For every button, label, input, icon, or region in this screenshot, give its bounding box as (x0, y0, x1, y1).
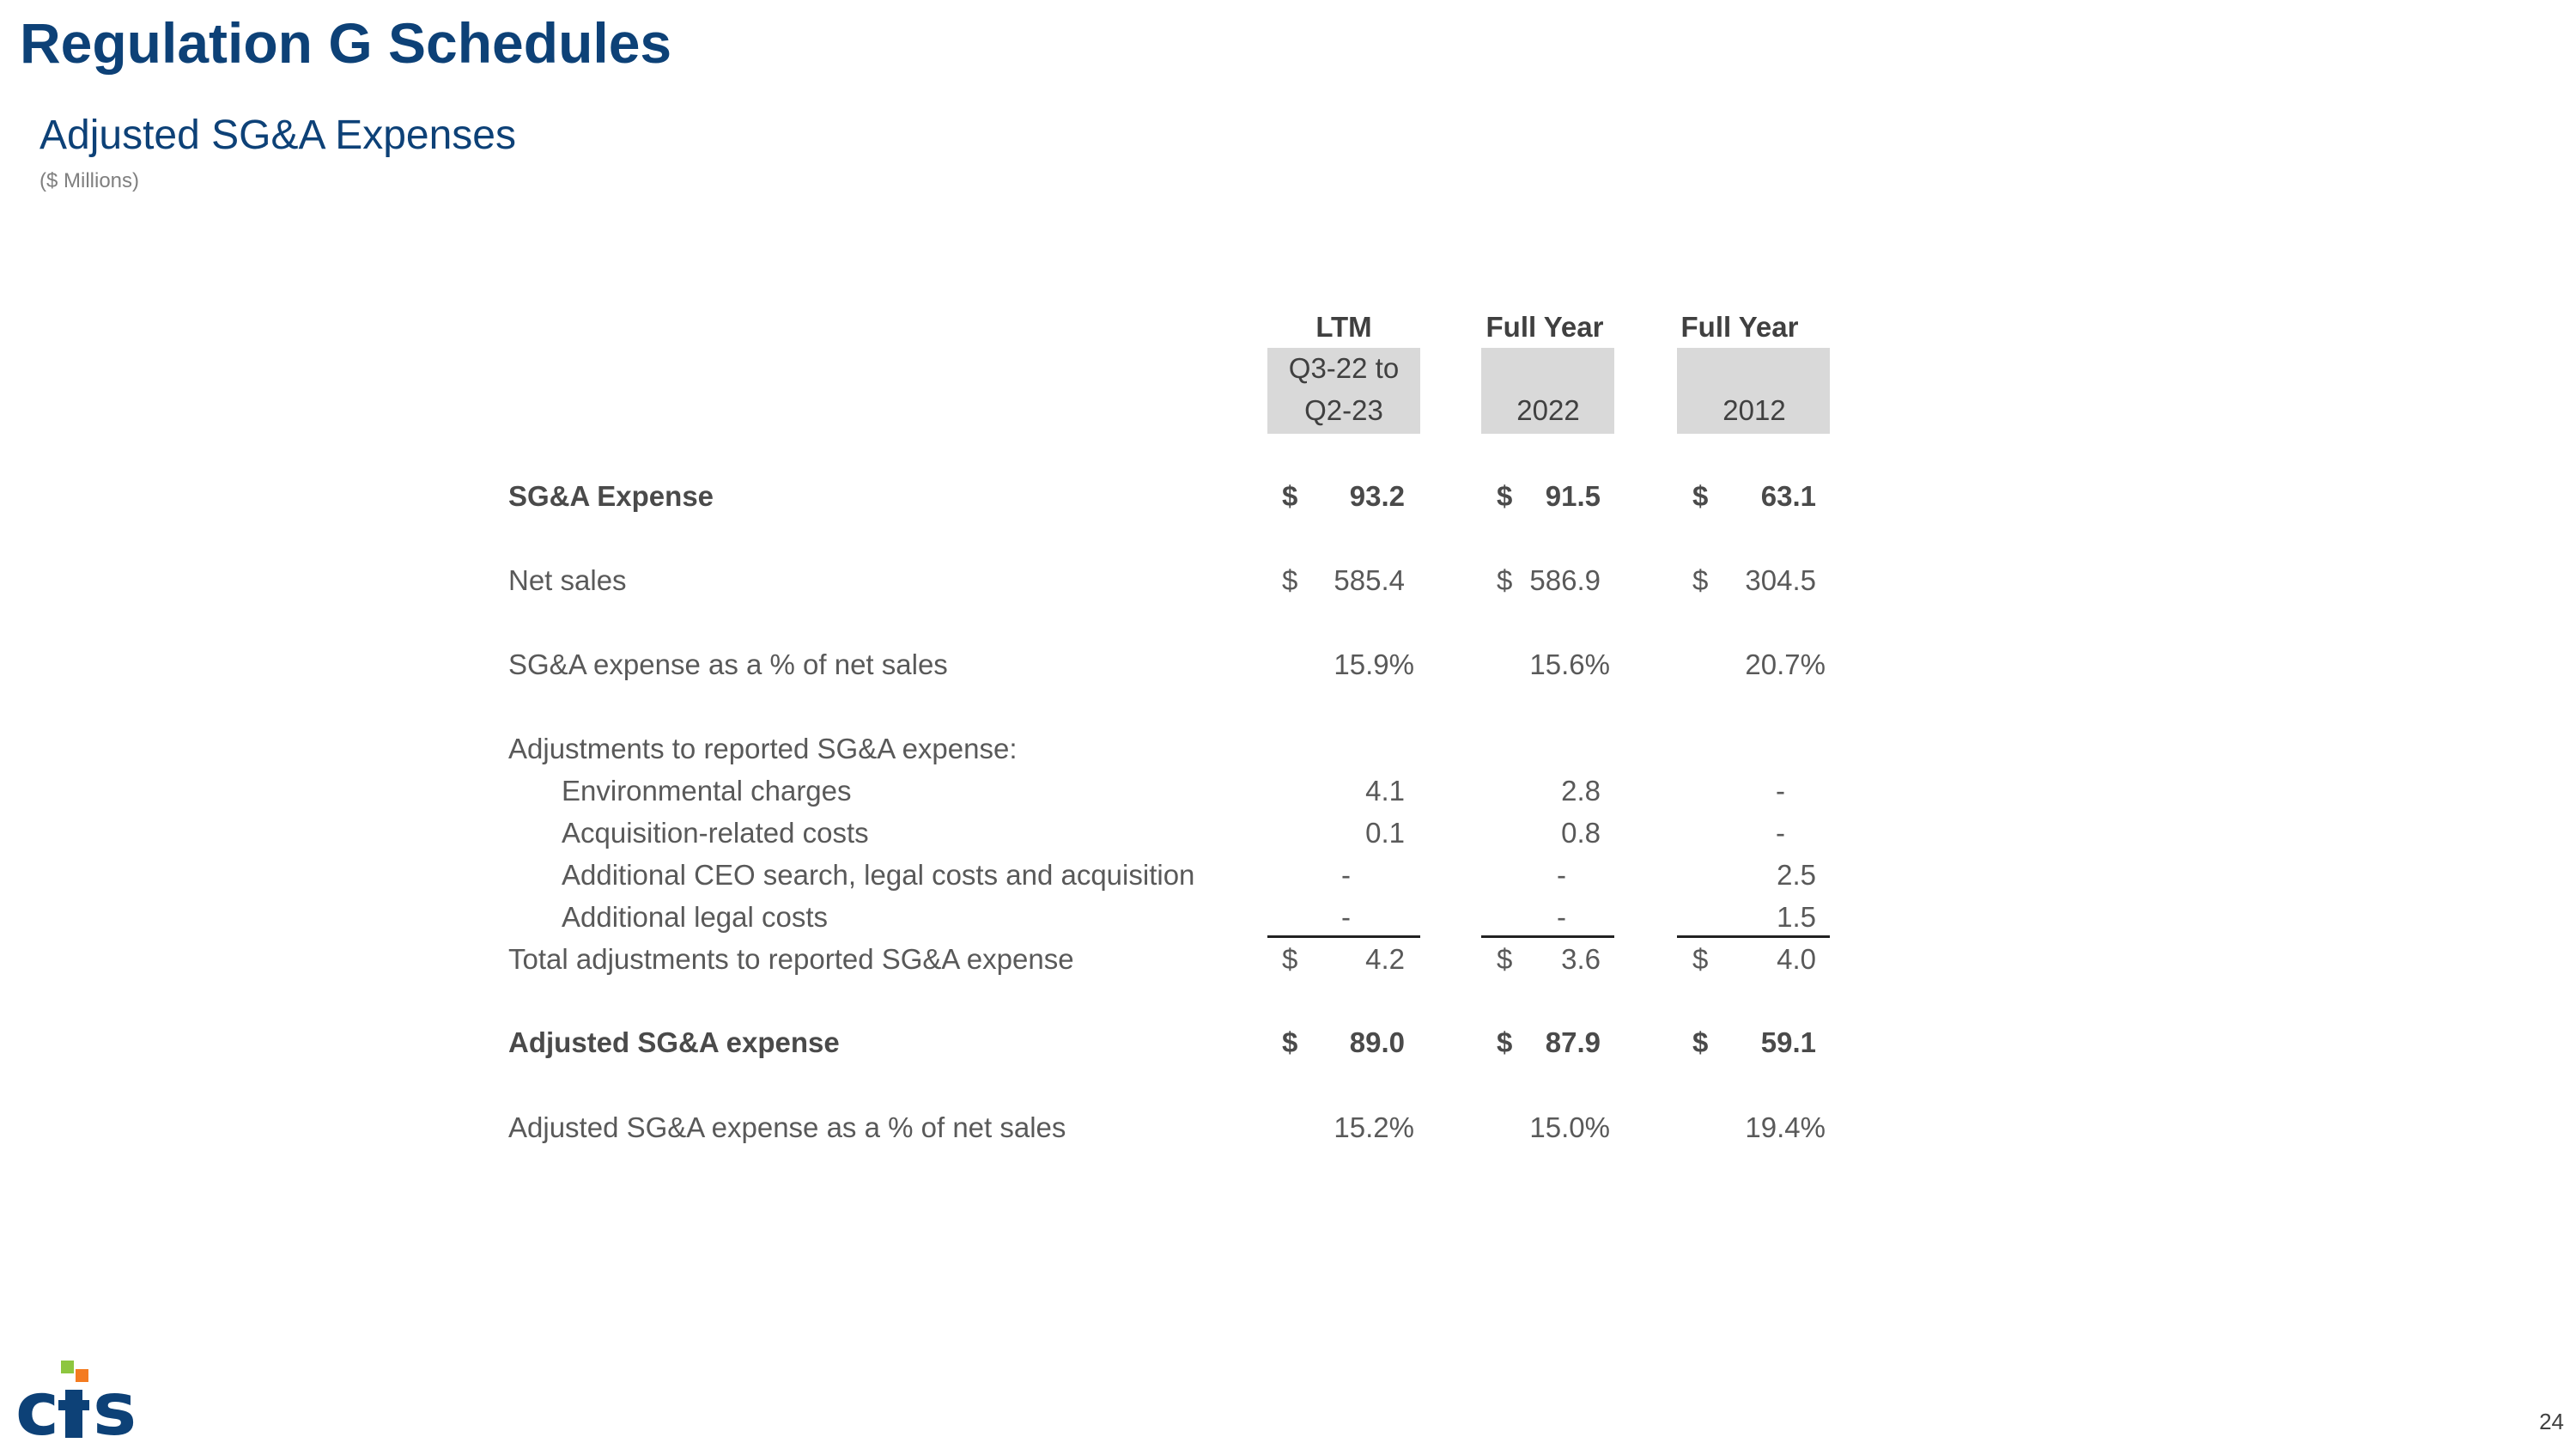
table-row-sga-expense (0, 475, 2576, 518)
row-label: Total adjustments to reported SG&A expense (508, 943, 1074, 975)
cell-fy2022: 2.8 (1561, 775, 1601, 807)
column-header-fy2012: Full Year (1680, 311, 1799, 343)
cell-fy2012: - (1776, 775, 1785, 807)
row-label: Adjustments to reported SG&A expense: (508, 733, 1018, 764)
currency-symbol: $ (1692, 480, 1709, 512)
cell-fy2012: 4.0 (1777, 943, 1816, 975)
table-row-ceo-search (0, 854, 2576, 897)
cell-fy2012: 2.5 (1777, 859, 1816, 891)
currency-symbol: $ (1497, 943, 1513, 975)
cell-fy2012: 63.1 (1760, 480, 1816, 512)
row-label: SG&A expense as a % of net sales (508, 648, 948, 680)
cell-ltm: - (1341, 901, 1351, 933)
cell-fy2012: 20.7% (1745, 648, 1826, 680)
cell-ltm: 0.1 (1365, 817, 1405, 849)
row-label: Additional CEO search, legal costs and acquisition (562, 859, 1195, 891)
table-row-total-adjustments (0, 938, 2576, 981)
cell-ltm: 89.0 (1349, 1026, 1405, 1058)
currency-symbol: $ (1692, 564, 1709, 596)
cell-fy2012: 59.1 (1760, 1026, 1816, 1058)
table-row-acquisition (0, 812, 2576, 855)
currency-symbol: $ (1497, 1026, 1513, 1058)
units-note: ($ Millions) (39, 169, 140, 192)
cell-ltm: 4.2 (1365, 943, 1405, 975)
row-label: Acquisition-related costs (562, 817, 869, 849)
cell-fy2022: 15.6% (1529, 648, 1610, 680)
cell-fy2012: 304.5 (1745, 564, 1816, 596)
cell-fy2012: - (1776, 817, 1785, 849)
currency-symbol: $ (1497, 480, 1513, 512)
cell-fy2022: 15.0% (1529, 1111, 1610, 1143)
table-row-legal-costs (0, 896, 2576, 939)
cell-fy2022: 91.5 (1545, 480, 1601, 512)
currency-symbol: $ (1282, 943, 1298, 975)
currency-symbol: $ (1282, 1026, 1298, 1058)
currency-symbol: $ (1282, 564, 1298, 596)
cell-ltm: 93.2 (1349, 480, 1405, 512)
column-period-2012: 2012 (1722, 394, 1786, 426)
currency-symbol: $ (1282, 480, 1298, 512)
cell-fy2022: - (1557, 901, 1566, 933)
cell-fy2012: 19.4% (1745, 1111, 1826, 1143)
table-row-adjusted-sga (0, 1021, 2576, 1064)
cell-ltm: 15.9% (1334, 648, 1414, 680)
cell-fy2022: 3.6 (1561, 943, 1601, 975)
table-row-net-sales (0, 559, 2576, 602)
column-period-ltm-line2: Q2-23 (1304, 394, 1383, 426)
page-title: Regulation G Schedules (20, 11, 672, 75)
column-period-ltm-line1: Q3-22 to (1288, 352, 1400, 384)
currency-symbol: $ (1692, 943, 1709, 975)
cell-fy2022: 87.9 (1545, 1026, 1601, 1058)
svg-text:s: s (93, 1367, 137, 1440)
currency-symbol: $ (1497, 564, 1513, 596)
svg-text:c: c (15, 1367, 56, 1440)
currency-symbol: $ (1692, 1026, 1709, 1058)
cell-ltm: 15.2% (1334, 1111, 1414, 1143)
column-header-fy2022: Full Year (1485, 311, 1604, 343)
column-header-ltm: LTM (1315, 311, 1372, 343)
cts-logo (15, 1361, 153, 1440)
row-label: SG&A Expense (508, 480, 714, 512)
table-row-adjustments-header (0, 728, 2576, 770)
cell-fy2022: 0.8 (1561, 817, 1601, 849)
cell-ltm: 585.4 (1334, 564, 1405, 596)
cell-ltm: 4.1 (1365, 775, 1405, 807)
row-label: Additional legal costs (562, 901, 829, 933)
table-row-sga-pct (0, 643, 2576, 686)
cell-fy2022: 586.9 (1529, 564, 1601, 596)
page-number: 24 (2539, 1409, 2564, 1434)
cell-ltm: - (1341, 859, 1351, 891)
page-subtitle: Adjusted SG&A Expenses (39, 113, 516, 158)
row-label: Net sales (508, 564, 627, 596)
table-row-environmental (0, 770, 2576, 813)
table-row-adjusted-pct (0, 1106, 2576, 1149)
cell-fy2012: 1.5 (1777, 901, 1816, 933)
row-label: Adjusted SG&A expense (508, 1026, 840, 1058)
row-label: Environmental charges (562, 775, 852, 807)
row-label: Adjusted SG&A expense as a % of net sales (508, 1111, 1066, 1143)
column-period-2022: 2022 (1516, 394, 1580, 426)
cell-fy2022: - (1557, 859, 1566, 891)
